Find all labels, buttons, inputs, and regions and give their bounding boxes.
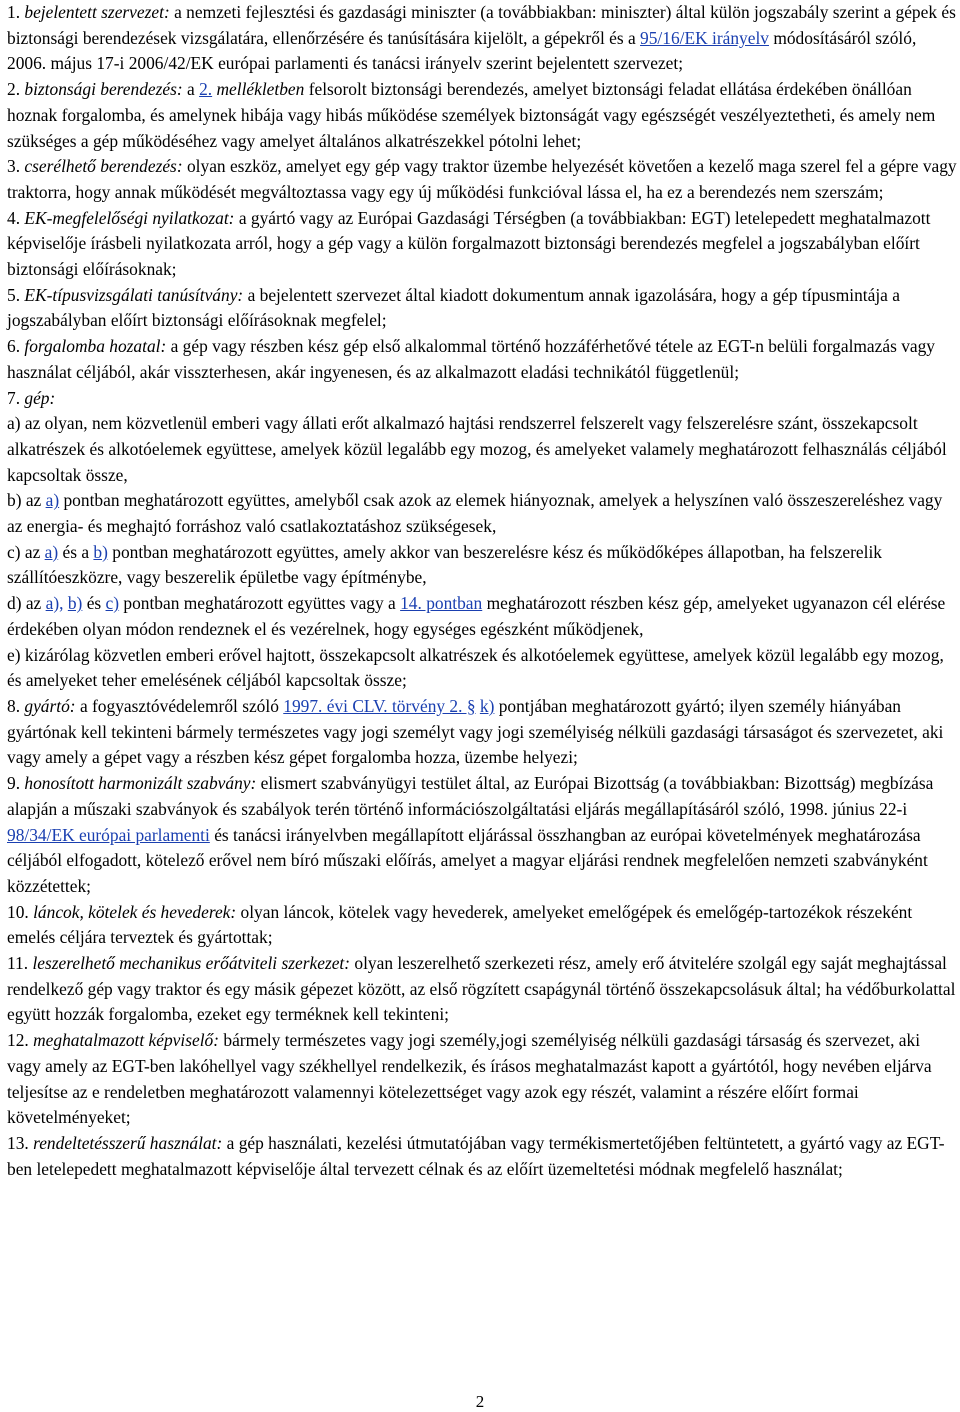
- defined-term: meghatalmazott képviselő:: [33, 1030, 220, 1051]
- defined-term: rendeltetésszerű használat:: [33, 1132, 223, 1153]
- link-point-a[interactable]: a): [45, 490, 60, 511]
- link-annex-2[interactable]: 2.: [199, 79, 213, 100]
- definition-1: 1. bejelentett szervezet: a nemzeti fejlesztési és gazdasági miniszter (a továbbiakban: miniszter) által külön jogszabály szerint a gépek és biztonsági berendezések vizsgálatára, ellenőrzésére és tanúsítására kijelölt, a gépekről és a 95/16/EK irányelv módosításáról szóló, 2006. május 17-i 2006/42/EK európai parlamenti és tanácsi irányelv szerint bejelentett szervezet;: [7, 2, 956, 74]
- definition-7-a: a) az olyan, nem közvetlenül emberi vagy állati erőt alkalmazó hajtási rendszerrel felszerelt vagy felszerelésre szánt, összekapcsolt alkatrészek és alkotóelemek együttese, amelyek közül legalább egy mozog, és amelyeket valamely meghatározott felhasználás céljából kapcsoltak össze,: [7, 413, 947, 485]
- definition-4: 4. EK-megfelelőségi nyilatkozat: a gyártó vagy az Európai Gazdasági Térségben (a továbbiakban: EGT) letelepedett meghatalmazott képviselője írásbeli nyilatkozata arról, hogy a gép vagy a külön forgalmazott biztonsági berendezés megfelel a jogszabályban előírt biztonsági előírásoknak;: [7, 207, 931, 280]
- link-95-16-ek[interactable]: 95/16/EK irányelv: [640, 27, 769, 48]
- definition-7-b: b) az a) pontban meghatározott együttes, amelyből csak azok az elemek hiányoznak, amelyek a helyszínen való összeszereléshez vagy az energia- és meghajtó forráshoz való csatlakoztatáshoz szükségesek,: [7, 490, 943, 537]
- definition-13: 13. rendeltetésszerű használat: a gép használati, kezelési útmutatójában vagy termékismertetőjében feltüntetett, a gyártó vagy az EGT-ben letelepedett meghatalmazott képviselője által tervezett célnak és az előírt üzemeltetési módnak megfelelő használat;: [7, 1132, 945, 1179]
- defined-term: EK-típusvizsgálati tanúsítvány:: [24, 284, 244, 305]
- definition-7-e: e) kizárólag közvetlen emberi erővel hajtott, összekapcsolt alkatrészek és alkotóelemek együttese, amelyek közül legalább egy mozog, és amelyeket teher emelésének céljából kapcsoltak össze;: [7, 644, 944, 691]
- defined-term: gyártó:: [24, 695, 76, 716]
- link-point-c[interactable]: c): [105, 593, 120, 614]
- defined-term: honosított harmonizált szabvány:: [24, 773, 257, 794]
- definition-7-d: d) az a), b) és c) pontban meghatározott együttes vagy a 14. pontban meghatározott részben kész gép, amelyeket ugyanazon cél elérése érdekében olyan módon rendeznek el és vezérelnek, hogy egységes egészként működjenek,: [7, 593, 946, 639]
- link-point-14[interactable]: 14. pontban: [400, 593, 483, 614]
- definition-12: 12. meghatalmazott képviselő: bármely természetes vagy jogi személy,jogi személyiség nélküli gazdasági társaság és szervezet, aki vagy amely az EGT-ben lakóhellyel vagy székhellyel rendelkezik, és írásos meghatalmazást kapott a gyártótól, hogy nevében eljárva teljesítse az e rendeletben meghatározott valamennyi kötelezettséget vagy azok egy részét, valamint a részére előírt formai követelményeket;: [7, 1030, 932, 1128]
- defined-term: biztonsági berendezés:: [24, 79, 183, 100]
- defined-term: EK-megfelelőségi nyilatkozat:: [24, 207, 235, 228]
- link-point-b[interactable]: b): [93, 541, 108, 562]
- definition-2: 2. biztonsági berendezés: a 2. mellékletben felsorolt biztonsági berendezés, amelyet biztonsági feladat ellátása érdekében önállóan hoznak forgalomba, és amelynek hibája vagy hibás működése személyek biztonságát vagy egészségét veszélyeztetheti, és amely nem szükséges a gép működéséhez vagy amelyet általános alkatrészekkel pótolni lehet;: [7, 79, 936, 151]
- page-number: 2: [475, 1392, 485, 1411]
- link-point-a[interactable]: a),: [45, 593, 64, 614]
- link-98-34-ek[interactable]: 98/34/EK európai parlamenti: [7, 824, 210, 845]
- definition-3: 3. cserélhető berendezés: olyan eszköz, amelyet egy gép vagy traktor üzembe helyezését követően a kezelő maga szerel fel a gépre vagy traktorra, hogy annak működését megváltoztassa vagy egy új működési funkcióval lássa el, ha ez a berendezés nem szerszám;: [7, 156, 957, 202]
- link-point-b[interactable]: b): [67, 593, 83, 614]
- definition-6: 6. forgalomba hozatal: a gép vagy részben kész gép első alkalommal történő hozzáférhetővé tétele az EGT-n belüli forgalmazás vagy használat céljából, akár visszterhesen, akár ingyenesen, és az alkalmazott eladási technikától függetlenül;: [7, 336, 936, 382]
- defined-term: láncok, kötelek és hevederek:: [33, 901, 237, 922]
- definition-7-c: c) az a) és a b) pontban meghatározott együttes, amely akkor van beszerelésre kész és működőképes állapotban, ha felszerelik szállítóeszközre, vagy beszerelik épületbe vagy építménybe,: [7, 541, 882, 588]
- defined-term: cserélhető berendezés:: [24, 156, 183, 177]
- definition-8: 8. gyártó: a fogyasztóvédelemről szóló 1997. évi CLV. törvény 2. § k) pontjában meghatározott gyártó; ilyen személy hiányában gyártónak kell tekinteni bármely természetes vagy jogi személyt vagy jogi személyiség nélküli gazdasági társaságot és szervezetet, aki vagy amely a gépet vagy a részben kész gépet forgalomba hozza, üzembe helyezi;: [7, 695, 944, 768]
- definition-7: 7. gép:: [7, 387, 56, 408]
- definition-10: 10. láncok, kötelek és hevederek: olyan láncok, kötelek vagy hevederek, amelyeket emelőgépek és emelőgép-tartozékok részeként emelés céljára terveztek és gyártottak;: [7, 901, 913, 948]
- definition-11: 11. leszerelhető mechanikus erőátviteli szerkezet: olyan leszerelhető szerkezeti rész, amely erő átvitelére szolgál egy saját meghajtással rendelkező gép vagy traktor és egy másik gépezet között, az első rögzített csapágynál történő összekapcsolásuk által; ha védőburkolattal együtt hozzák forgalomba, ezeket egy terméknek kell tekinteni;: [7, 953, 956, 1025]
- definition-9: 9. honosított harmonizált szabvány: elismert szabványügyi testület által, az Európai Bizottság (a továbbiakban: Bizottság) megbízása alapján a műszaki szabványok és szabályok terén történő információszolgáltatási eljárás megállapításáról szóló, 1998. június 22-i 98/34/EK európai parlamenti és tanácsi irányelvben megállapított eljárással összhangban az európai követelmények meghatározása céljából elfogadott, kötelező erővel nem bíró műszaki előírás, amelyet a magyar eljárási rendnek megfelelően nemzeti szabványként közzétettek;: [7, 773, 934, 896]
- link-1997-clv-law[interactable]: 1997. évi CLV. törvény 2. §: [283, 695, 476, 716]
- definition-5: 5. EK-típusvizsgálati tanúsítvány: a bejelentett szervezet által kiadott dokumentum annak igazolására, hogy a gép típusmintája a jogszabályban előírt biztonsági előírásoknak megfelel;: [7, 284, 900, 331]
- defined-term: bejelentett szervezet:: [24, 2, 170, 22]
- defined-term: forgalomba hozatal:: [24, 336, 167, 357]
- defined-term: leszerelhető mechanikus erőátviteli szerkezet:: [32, 953, 351, 974]
- defined-term: gép:: [24, 387, 56, 408]
- document-body: [7, 0, 957, 1182]
- link-point-a[interactable]: a): [44, 541, 59, 562]
- link-point-k[interactable]: k): [479, 695, 495, 716]
